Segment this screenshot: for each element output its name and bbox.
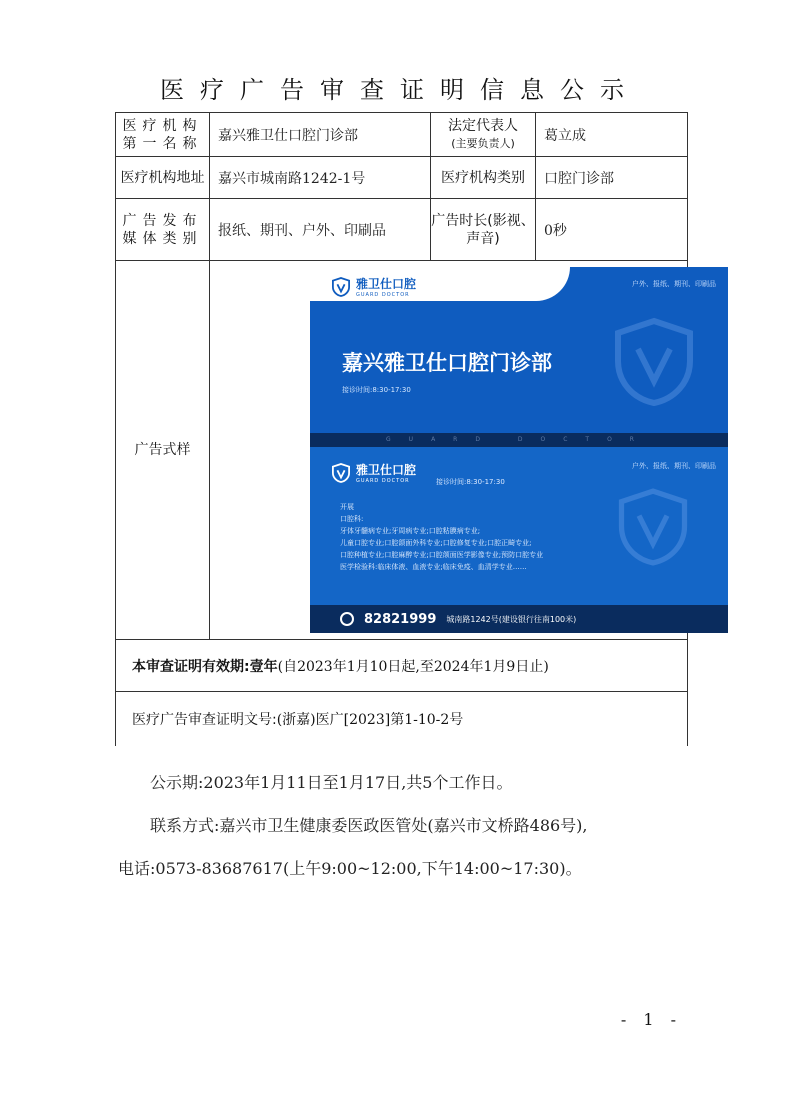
validity-label: 本审查证明有效期: bbox=[132, 658, 250, 675]
validity-value: 壹年 bbox=[249, 658, 278, 675]
ad-media-tag-2: 户外、报纸、期刊、印刷品 bbox=[632, 462, 716, 470]
duration-label: 广告时长(影视、声音) bbox=[431, 199, 536, 261]
cert-no-value: (浙嘉)医广[2023]第1-10-2号 bbox=[276, 711, 464, 728]
ad-service-line: 口腔种植专业;口腔麻醉专业;口腔颌面医学影像专业;预防口腔专业 bbox=[340, 551, 544, 559]
sample-label: 广告式样 bbox=[116, 261, 210, 640]
ad-service-line: 牙体牙髓病专业;牙周病专业;口腔粘膜病专业; bbox=[340, 527, 481, 535]
page-number: - 1 - bbox=[620, 1010, 682, 1029]
address-label: 医疗机构地址 bbox=[116, 157, 210, 199]
validity-row bbox=[116, 640, 688, 692]
shield-logo-icon bbox=[332, 277, 350, 297]
category-label: 医疗机构类别 bbox=[431, 157, 536, 199]
legal-rep-label-text: 法定代表人 bbox=[448, 117, 518, 134]
ad-clinic-name: 嘉兴雅卫仕口腔门诊部 bbox=[342, 351, 552, 375]
ad-contact-bar bbox=[310, 605, 728, 633]
page-title: 医疗广告审查证明信息公示 bbox=[160, 76, 640, 104]
cert-no-label: 医疗广告审查证明文号: bbox=[132, 711, 277, 728]
ad-address: 城南路1242号(建设银行往南100米) bbox=[446, 614, 577, 624]
ad-brand-cn-2: 雅卫仕口腔 bbox=[356, 463, 417, 477]
org-name-label: 医疗机构第一名称 bbox=[116, 113, 210, 157]
ad-brand-cn: 雅卫仕口腔 bbox=[356, 277, 417, 291]
ad-phone: 82821999 bbox=[364, 611, 437, 627]
address-value: 嘉兴市城南路1242-1号 bbox=[210, 157, 431, 199]
notice-contact-1: 联系方式:嘉兴市卫生健康委医政医管处(嘉兴市文桥路486号), bbox=[150, 816, 588, 835]
shield-watermark-icon bbox=[614, 317, 694, 407]
ad-sample bbox=[310, 267, 728, 633]
ad-hours: 接诊时间:8:30-17:30 bbox=[342, 386, 411, 394]
ad-service-line: 口腔科: bbox=[340, 515, 364, 523]
notice-period: 公示期:2023年1月11日至1月17日,共5个工作日。 bbox=[150, 773, 513, 792]
ad-service-line: 开展 bbox=[340, 503, 354, 511]
ad-service-line: 医学检验科:临床体液、血液专业;临床免疫、血清学专业…… bbox=[340, 563, 527, 571]
ad-logo bbox=[332, 275, 416, 298]
shield-watermark-icon bbox=[618, 487, 688, 567]
ad-services bbox=[340, 501, 543, 573]
ad-service-line: 儿童口腔专业;口腔颌面外科专业;口腔修复专业;口腔正畸专业; bbox=[340, 539, 532, 547]
legal-rep-value: 葛立成 bbox=[536, 113, 688, 157]
ad-brand-en: GUARD DOCTOR bbox=[356, 292, 410, 298]
media-value: 报纸、期刊、户外、印刷品 bbox=[210, 199, 431, 261]
ad-hours-2: 接诊时间:8:30-17:30 bbox=[436, 478, 505, 486]
legal-rep-label bbox=[431, 113, 536, 157]
shield-logo-icon bbox=[332, 463, 350, 483]
cert-no-row bbox=[116, 692, 688, 746]
ad-brand-en-2: GUARD DOCTOR bbox=[356, 478, 410, 484]
ad-dark-bar: GUARD DOCTOR bbox=[310, 433, 728, 447]
ad-banner-top bbox=[310, 267, 728, 447]
org-name-value: 嘉兴雅卫仕口腔门诊部 bbox=[210, 113, 431, 157]
ad-media-tag: 户外、报纸、期刊、印刷品 bbox=[632, 280, 716, 288]
ad-sample-cell bbox=[210, 261, 716, 640]
notice-contact-2: 电话:0573-83687617(上午9:00~12:00,下午14:00~17:30)。 bbox=[118, 859, 582, 878]
duration-value: 0秒 bbox=[536, 199, 688, 261]
ad-logo-2 bbox=[332, 461, 416, 484]
legal-rep-sub-text: (主要负责人) bbox=[451, 136, 515, 150]
media-label: 广告发布媒体类别 bbox=[116, 199, 210, 261]
phone-icon bbox=[340, 612, 354, 626]
approval-table bbox=[115, 112, 716, 746]
category-value: 口腔门诊部 bbox=[536, 157, 688, 199]
validity-detail: (自2023年1月10日起,至2024年1月9日止) bbox=[277, 658, 549, 675]
ad-banner-bottom bbox=[310, 447, 728, 633]
